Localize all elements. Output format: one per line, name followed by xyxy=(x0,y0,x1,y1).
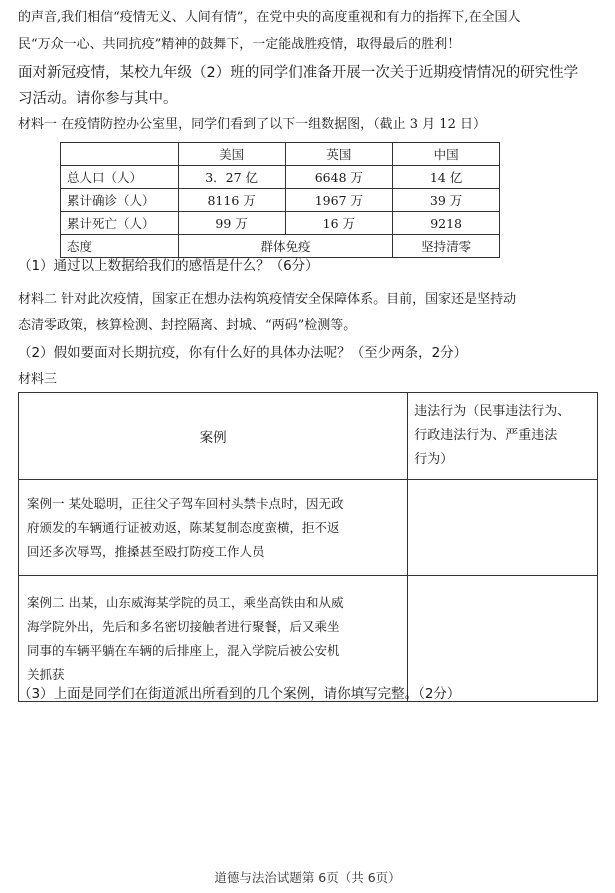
table-row xyxy=(19,480,598,576)
table-cell: 3．27 亿 xyxy=(178,166,285,189)
table-cell: 8116 万 xyxy=(178,189,285,212)
table-header-cell: 美国 xyxy=(178,143,285,166)
case-line: 回还多次辱骂，推搡甚至殴打防疫工作人员 xyxy=(27,543,265,559)
epidemic-data-table xyxy=(60,142,500,258)
case-table xyxy=(18,392,598,702)
case-line: 案例一 某处聪明，正往父子驾车回村头禁卡点时，因无政 xyxy=(27,495,344,511)
table-cell: 99 万 xyxy=(178,212,285,235)
case-1-answer-cell[interactable] xyxy=(408,480,598,576)
table-cell: 9218 xyxy=(393,212,500,235)
case-line: 案例二 出某，山东威海某学院的员工，乘坐高铁由和从威 xyxy=(27,594,344,610)
table-row xyxy=(61,235,500,258)
case-header: 案例 xyxy=(19,393,408,480)
material-2-line-1: 材料二 针对此次疫情，国家正在想办法构筑疫情安全保障体系。目前，国家还是坚持动 xyxy=(18,292,517,307)
material-3-heading: 材料三 xyxy=(18,372,58,387)
question-3: （3）上面是同学们在街道派出所看到的几个案例，请你填写完整。（2分） xyxy=(18,686,461,702)
table-row xyxy=(61,212,500,235)
violation-header-line: 违法行为（民事违法行为、 xyxy=(414,404,571,419)
material-2-line-2: 态清零政策，核算检测、封控隔离、封城、“两码”检测等。 xyxy=(18,318,357,333)
table-header-cell: 英国 xyxy=(285,143,393,166)
violation-header xyxy=(408,393,598,480)
table-row-label: 态度 xyxy=(61,235,179,258)
case-1-text xyxy=(19,480,408,576)
task-line-2: 习活动。请你参与其中。 xyxy=(18,91,178,107)
table-cell: 6648 万 xyxy=(285,166,393,189)
table-cell: 14 亿 xyxy=(393,166,500,189)
table-row-label: 累计确诊（人） xyxy=(61,189,179,212)
table-row xyxy=(19,576,598,702)
table-row-label: 总人口（人） xyxy=(61,166,179,189)
table-row xyxy=(61,189,500,212)
material-1-heading: 材料一 在疫情防控办公室里，同学们看到了以下一组数据图，（截止 3 月 12 日） xyxy=(18,117,486,132)
attitude-group-immunity: 群体免疫 xyxy=(178,235,392,258)
case-line: 海学院外出，先后和多名密切接触者进行聚餐，后又乘坐 xyxy=(27,618,340,634)
page-footer: 道德与法治试题第 6页（共 6页） xyxy=(214,870,401,885)
question-1: （1）通过以上数据给我们的感悟是什么？（6分） xyxy=(18,258,319,274)
case-2-text xyxy=(19,576,408,702)
case-line: 关抓获 xyxy=(27,666,65,682)
table-cell: 39 万 xyxy=(393,189,500,212)
table-cell: 1967 万 xyxy=(285,189,393,212)
case-table-header-row xyxy=(19,393,598,480)
table-header-row xyxy=(61,143,500,166)
case-line: 同事的车辆平躺在车辆的后排座上，混入学院后被公安机 xyxy=(27,642,340,658)
task-line-1: 面对新冠疫情，某校九年级（2）班的同学们准备开展一次关于近期疫情情况的研究性学 xyxy=(18,65,579,81)
attitude-china: 坚持清零 xyxy=(393,235,500,258)
table-row-label: 累计死亡（人） xyxy=(61,212,179,235)
violation-header-line: 行为） xyxy=(414,452,454,467)
intro-line-2: 民“万众一心、共同抗疫”精神的鼓舞下，一定能战胜疫情，取得最后的胜利！ xyxy=(18,37,461,52)
case-line: 府颁发的车辆通行证被劝返，陈某复制态度蛮横，拒不返 xyxy=(27,519,340,535)
intro-line-1: 的声音,我们相信“疫情无义、人间有情”，在党中央的高度重视和有力的指挥下,在全国人 xyxy=(18,10,521,25)
question-2: （2）假如要面对长期抗疫，你有什么好的具体办法呢？（至少两条，2分） xyxy=(18,345,468,361)
table-header-cell: 中国 xyxy=(393,143,500,166)
violation-header-line: 行政违法行为、严重违法 xyxy=(414,428,558,443)
case-2-answer-cell[interactable] xyxy=(408,576,598,702)
table-row xyxy=(61,166,500,189)
table-header-cell xyxy=(61,143,179,166)
table-cell: 16 万 xyxy=(285,212,393,235)
